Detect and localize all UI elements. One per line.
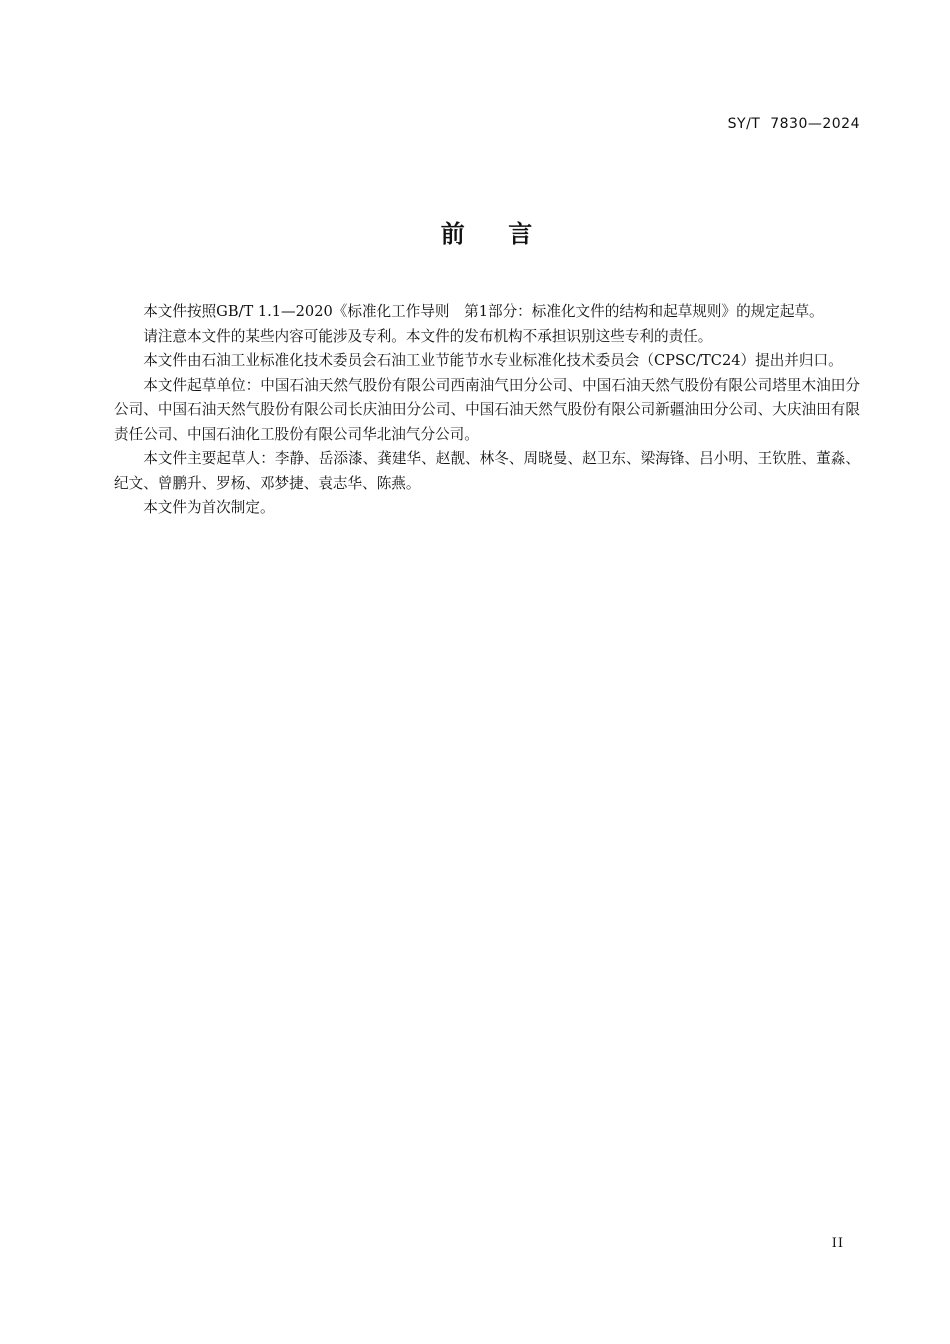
foreword-body <box>114 300 860 521</box>
paragraph-drafting-units: 本文件起草单位：中国石油天然气股份有限公司西南油气田分公司、中国石油天然气股份有限公司塔里木油田分公司、中国石油天然气股份有限公司长庆油田分公司、中国石油天然气股份有限公司新疆油田分公司、大庆油田有限责任公司、中国石油化工股份有限公司华北油气分公司。 <box>114 376 860 443</box>
standard-code: SY/T 7830—2024 <box>727 116 860 132</box>
page-number: II <box>831 1236 844 1251</box>
paragraph-drafting-rules: 本文件按照GB/T 1.1—2020《标准化工作导则 第1部分：标准化文件的结构和起草规则》的规定起草。 <box>143 303 824 320</box>
paragraph-proposer: 本文件由石油工业标准化技术委员会石油工业节能节水专业标准化技术委员会（CPSC/TC24）提出并归口。 <box>143 352 843 369</box>
paragraph-first-edition: 本文件为首次制定。 <box>143 499 275 516</box>
paragraph-patent-notice: 请注意本文件的某些内容可能涉及专利。本文件的发布机构不承担识别这些专利的责任。 <box>143 327 713 345</box>
paragraph-drafters: 本文件主要起草人：李静、岳添漆、龚建华、赵靓、林冬、周晓曼、赵卫东、梁海锋、吕小明、王钦胜、董淼、纪文、曾鹏升、罗杨、邓梦捷、袁志华、陈燕。 <box>114 450 860 492</box>
page-title: 前 言 <box>440 220 535 248</box>
